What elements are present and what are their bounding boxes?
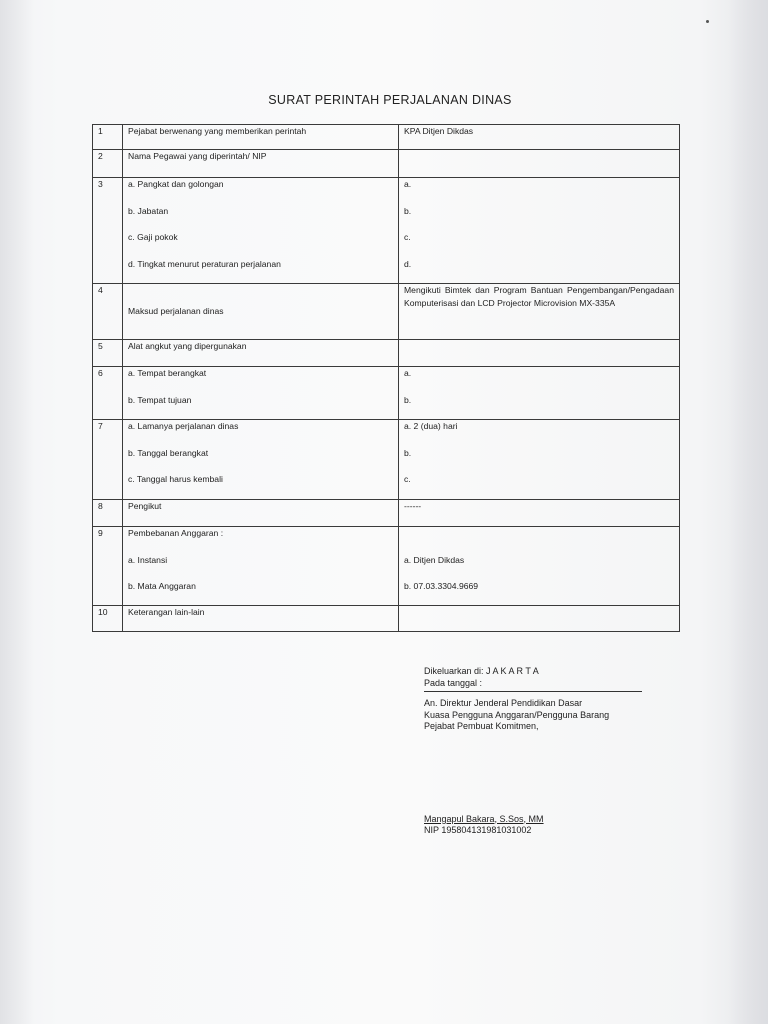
row-number: 10 [93,606,123,632]
table-row [93,125,680,150]
divider [424,691,642,692]
row-value-group [399,527,680,606]
row-value: b. 07.03.3304.9669 [404,581,479,591]
row-number: 3 [93,178,123,284]
row-heading: Pembebanan Anggaran : [128,528,224,538]
row-label: a. Pangkat dan golongan [128,179,224,189]
row-label: a. Tempat berangkat [128,368,207,378]
row-value [399,340,680,367]
issued-at: Dikeluarkan di: J A K A R T A [424,666,539,676]
table-row [93,420,680,500]
table-row [93,150,680,178]
row-label: Maksud perjalanan dinas [123,284,399,340]
row-value: KPA Ditjen Dikdas [399,125,680,150]
row-value: Mengikuti Bimtek dan Program Bantuan Pengembangan/Pengadaan Komputerisasi dan LCD Projector Microvision MX-335A [399,284,680,340]
row-value: c. [404,232,411,242]
row-value-group [399,420,680,500]
row-label: d. Tingkat menurut peraturan perjalanan [128,258,281,269]
sppd-table [92,124,680,632]
scan-speck [706,20,709,23]
table-row [93,500,680,527]
row-number: 8 [93,500,123,527]
row-label: b. Jabatan [128,205,169,216]
row-label: Alat angkut yang dipergunakan [123,340,399,367]
signature-block [424,666,642,837]
row-value: ------ [399,500,680,527]
signer-position: Pejabat Pembuat Komitmen, [424,721,539,731]
row-label-group [123,420,399,500]
row-number: 6 [93,367,123,420]
row-value: a. [404,179,412,189]
table-row [93,284,680,340]
row-label: c. Gaji pokok [128,232,178,242]
row-value-group [399,367,680,420]
table-row [93,606,680,632]
row-value: b. [404,447,412,458]
row-label: a. Instansi [128,554,168,565]
row-label-group [123,527,399,606]
row-value: d. [404,258,412,269]
row-label: c. Tanggal harus kembali [128,474,223,484]
row-value: a. [404,368,412,378]
row-value-blank [404,527,674,554]
row-label-group [123,178,399,284]
row-number: 9 [93,527,123,606]
signer-position: Kuasa Pengguna Anggaran/Pengguna Barang [424,709,610,720]
row-label: Pejabat berwenang yang memberikan perintah [123,125,399,150]
signer-nip: NIP 195804131981031002 [424,825,532,835]
row-value: a. Ditjen Dikdas [404,554,465,565]
row-label: Pengikut [123,500,399,527]
scan-shadow-left [0,0,34,1024]
row-value [399,606,680,632]
row-number: 2 [93,150,123,178]
row-value: c. [404,474,411,484]
row-number: 5 [93,340,123,367]
row-value-group [399,178,680,284]
row-label: b. Tempat tujuan [128,394,192,405]
row-label: a. Lamanya perjalanan dinas [128,421,239,431]
row-value: b. [404,205,412,216]
table-row [93,340,680,367]
row-label-group [123,367,399,420]
signer-name: Mangapul Bakara, S.Sos, MM [424,813,544,824]
row-value [399,150,680,178]
table-row [93,527,680,606]
signer-position: An. Direktur Jenderal Pendidikan Dasar [424,698,583,708]
row-number: 4 [93,284,123,340]
scan-shadow-right [728,0,768,1024]
table-row [93,178,680,284]
table-row [93,367,680,420]
row-value: b. [404,394,412,405]
row-number: 7 [93,420,123,500]
row-value: a. 2 (dua) hari [404,421,458,431]
row-label: Nama Pegawai yang diperintah/ NIP [123,150,399,178]
issue-date: Pada tanggal : [424,677,483,688]
row-number: 1 [93,125,123,150]
row-label: b. Tanggal berangkat [128,447,209,458]
document-title: SURAT PERINTAH PERJALANAN DINAS [268,93,512,107]
row-label: Keterangan lain-lain [123,606,399,632]
row-label: b. Mata Anggaran [128,581,196,591]
